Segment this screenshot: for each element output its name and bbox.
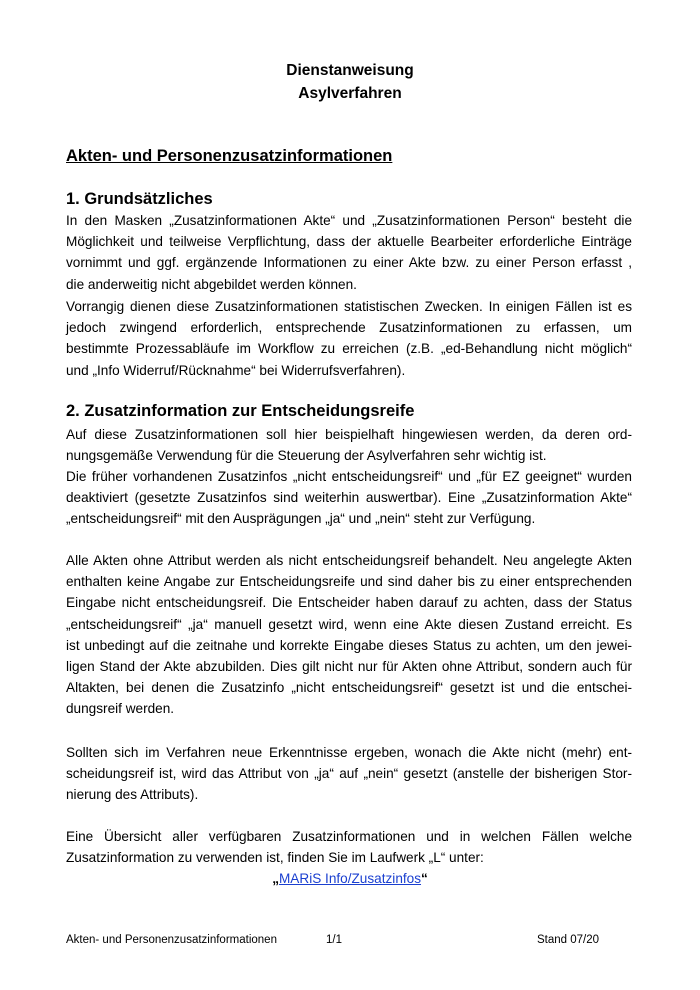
text-line: Alle Akten ohne Attribut werden als nicht entscheidungsreif behandelt. Neu angelegte Akten bbox=[66, 553, 632, 568]
text-line: Altakten, bei denen die Zusatzinfo „nicht entscheidungsreif“ gesetzt ist und die entschei- bbox=[66, 680, 632, 696]
text-line: nungsgemäße Verwendung für die Steuerung der Asylverfahren sehr wichtig ist. bbox=[66, 448, 547, 464]
text-line: enthalten keine Angabe zur Entscheidungsreife und sind daher bis zu einer entsprechenden bbox=[66, 574, 632, 590]
heading-grundsaetzliches: 1. Grundsätzliches bbox=[66, 190, 213, 208]
document-title: Dienstanweisung bbox=[286, 62, 414, 79]
text-line: „entscheidungsreif“ mit den Ausprägungen „ja“ und „nein“ steht zur Verfügung. bbox=[66, 511, 536, 527]
maris-info-link[interactable]: MARiS Info/Zusatzinfos bbox=[278, 871, 422, 886]
link-close-quote: “ bbox=[421, 871, 428, 886]
text-line: deaktiviert (gesetzte Zusatzinfos sind weiterhin auswertbar). Eine „Zusatzinformation Akte“ bbox=[66, 490, 632, 506]
text-line: Zusatzinformation zu verwenden ist, finden Sie im Laufwerk „L“ unter: bbox=[66, 850, 484, 866]
text-line: Auf diese Zusatzinformationen soll hier beispielhaft hingewiesen werden, da deren ord- bbox=[66, 427, 632, 442]
text-line: ist unbedingt auf die zeitnahe und korrekte Eingabe dieses Status zu achten, um den jewei- bbox=[66, 637, 632, 653]
paragraph-statistik bbox=[66, 296, 632, 381]
text-line: Die früher vorhandenen Zusatzinfos „nicht entscheidungsreif“ und „für EZ geeignet“ wurden bbox=[66, 469, 632, 484]
footer-document-title: Akten- und Personenzusatzinformationen bbox=[66, 934, 277, 946]
text-line: ligen Stand der Akte abzubilden. Dies gilt nicht nur für Akten ohne Attribut, sondern auch für bbox=[66, 659, 632, 675]
link-open-quote: „ bbox=[272, 871, 279, 886]
paragraph-uebersicht bbox=[66, 826, 632, 868]
text-line: Eine Übersicht aller verfügbaren Zusatzinformationen und in welchen Fällen welche bbox=[66, 829, 632, 844]
paragraph-akten-ohne-attribut bbox=[66, 550, 632, 720]
paragraph-masken bbox=[66, 210, 632, 295]
text-line: jedoch zwingend erforderlich, entsprechende Zusatzinformationen zu erfassen, um bbox=[66, 320, 632, 336]
text-line: dungsreif werden. bbox=[66, 701, 175, 717]
document-subtitle: Asylverfahren bbox=[298, 85, 402, 102]
paragraph-neue-erkenntnisse bbox=[66, 742, 632, 806]
section-title: Akten- und Personenzusatzinformationen bbox=[66, 147, 393, 165]
text-line: Vorrangig dienen diese Zusatzinformationen statistischen Zwecken. In einigen Fällen ist es bbox=[66, 299, 632, 314]
link-container bbox=[0, 868, 700, 889]
text-line: Eingabe nicht entscheidungsreif. Die Entscheider haben darauf zu achten, dass der Status bbox=[66, 595, 632, 611]
text-line: „entscheidungsreif“ „ja“ manuell gesetzt wird, wenn eine Akte diesen Zustand erreicht. Es bbox=[66, 616, 632, 632]
footer-page-number: 1/1 bbox=[326, 934, 342, 946]
text-line: In den Masken „Zusatzinformationen Akte“ und „Zusatzinformationen Person“ besteht die bbox=[66, 213, 632, 228]
paragraph-deaktiviert bbox=[66, 466, 632, 530]
paragraph-hinweis bbox=[66, 424, 632, 466]
text-line: und „Info Widerruf/Rücknahme“ bei Widerrufsverfahren). bbox=[66, 362, 406, 378]
heading-entscheidungsreife: 2. Zusatzinformation zur Entscheidungsreife bbox=[66, 402, 415, 420]
text-line: scheidungsreif ist, wird das Attribut von „ja“ auf „nein“ gesetzt (anstelle der bisherigen Stor- bbox=[66, 766, 632, 782]
text-line: Sollten sich im Verfahren neue Erkenntnisse ergeben, wonach die Akte nicht (mehr) ent- bbox=[66, 745, 632, 760]
text-line: nierung des Attributs). bbox=[66, 787, 199, 803]
footer-status-date: Stand 07/20 bbox=[537, 934, 600, 946]
text-line: vornimmt und ggf. ergänzende Informationen zu einer Akte bzw. zu einer Person erfasst , bbox=[66, 255, 632, 271]
text-line: bestimmte Prozessabläufe im Workflow zu erreichen (z.B. „ed-Behandlung nicht möglich“ bbox=[66, 341, 632, 357]
text-line: die anderweitig nicht abgebildet werden können. bbox=[66, 276, 357, 292]
text-line: Möglichkeit und teilweise Verpflichtung, dass der aktuelle Bearbeiter erforderliche Einträge bbox=[66, 234, 632, 250]
